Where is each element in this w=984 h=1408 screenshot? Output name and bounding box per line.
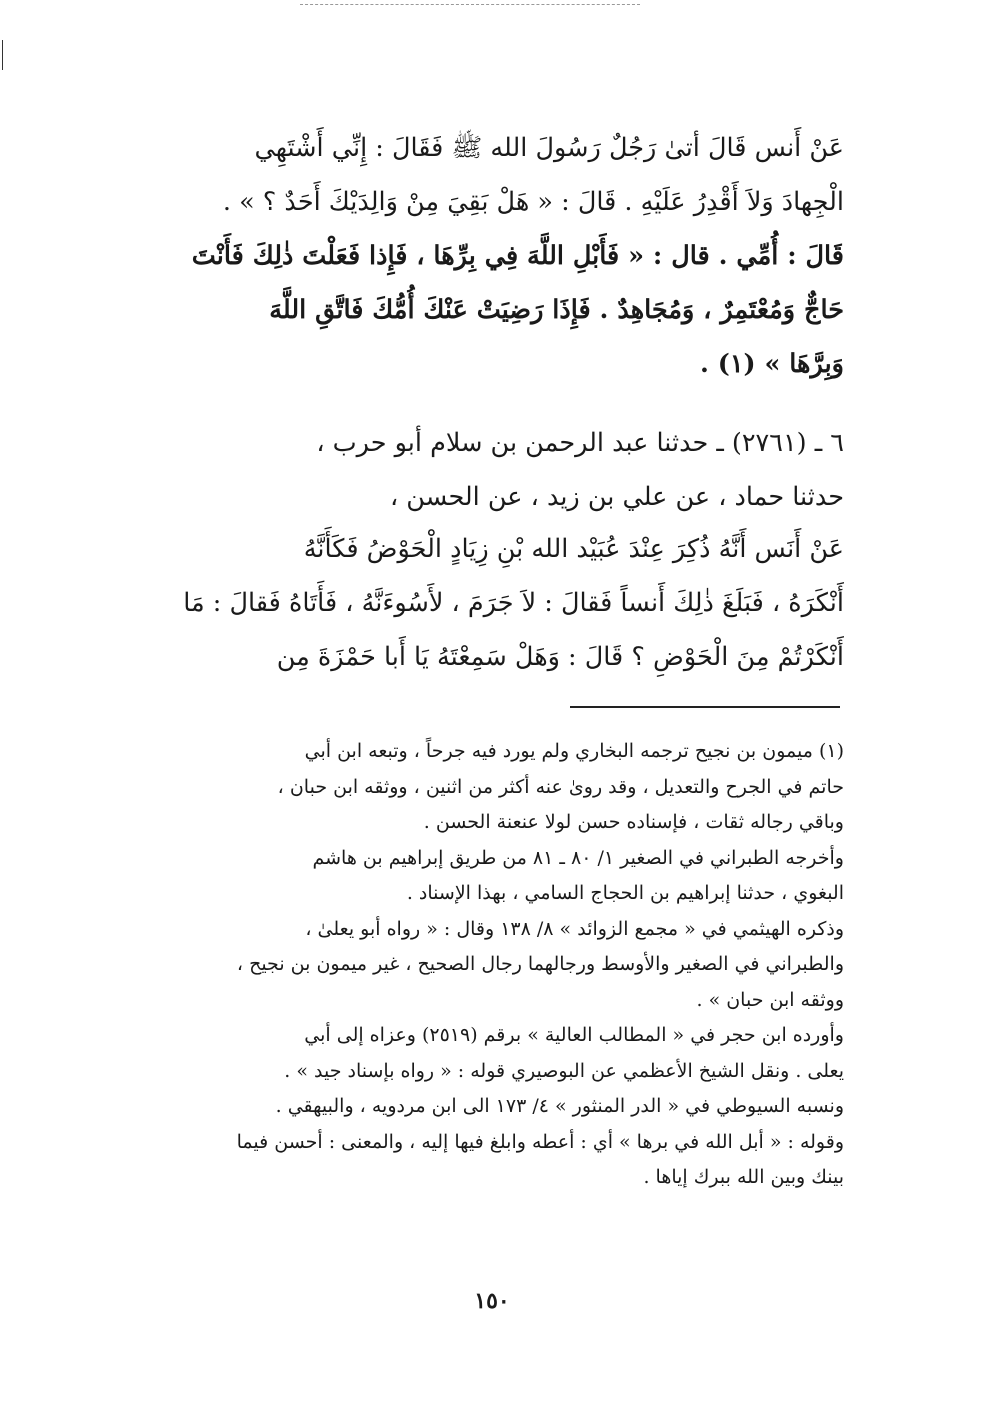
footnotes	[152, 734, 844, 1196]
page-number: ١٥٠	[474, 1288, 510, 1314]
isnad-chain-2761	[152, 416, 844, 524]
text-line: عَنْ أَنَس أَنَّهُ ذُكِرَ عِنْدَ عُبَيْد الله بْنِ زِيَادٍ الْحَوْضُ فَكَأَنَّهُ	[303, 534, 844, 564]
footnote-line: وأخرجه الطبراني في الصغير ١/ ٨٠ ـ ٨١ من طريق إبراهيم بن هاشم	[312, 846, 844, 869]
footnote-line: وأورده ابن حجر في « المطالب العالية » برقم (٢٥١٩) وعزاه إلى أبي	[304, 1024, 844, 1046]
footnote-line: وذكره الهيثمي في « مجمع الزوائد » ٨/ ١٣٨ وقال : « رواه أبو يعلىٰ ،	[305, 917, 844, 940]
hadith-paragraph-1	[152, 121, 844, 391]
text-line: أَنْكَرْتُمْ مِنَ الْحَوْضِ ؟ قَالَ : وَهَلْ سَمِعْتَهُ يَا أَبا حَمْزَةَ مِن	[276, 642, 844, 672]
footnote-line: والطبراني في الصغير والأوسط ورجالهما رجال الصحيح ، غير ميمون بن نجيح ،	[236, 953, 844, 975]
text-line: الْجِهادَ وَلاَ أَقْدِرُ عَلَيْهِ . قَالَ : « هَلْ بَقِيَ مِنْ وَالِدَيْكَ أَحَدٌ ؟ » .	[222, 187, 844, 217]
top-dashed-rule	[300, 4, 640, 5]
footnote-line: البغوي ، حدثنا إبراهيم بن الحجاج السامي ، بهذا الإسناد .	[406, 882, 844, 904]
text-line: عَنْ أَنس قَالَ أتىٰ رَجُلٌ رَسُولَ الله ﷺ فَقَالَ : إِنِّي أَشْتَهِي	[254, 133, 844, 163]
footnote-line: ووثقه ابن حبان » .	[696, 988, 844, 1011]
text-line: أَنْكَرَهُ ، فَبَلَغَ ذٰلِكَ أَنساً فَقالَ : لاَ جَرَمَ ، لأَسُوءَنَّهُ ، فَأَتَاهُ فَقالَ : مَا	[183, 588, 844, 618]
footnote-line: يعلى . ونقل الشيخ الأعظمي عن البوصيري قوله : « رواه بإسناد جيد » .	[284, 1059, 844, 1082]
footnote-line: (١) ميمون بن نجيح ترجمه البخاري ولم يورد فيه جرحاً ، وتبعه ابن أبي	[304, 740, 844, 762]
footnote-line: وباقي رجاله ثقات ، فإسناده حسن لولا عنعنة الحسن .	[423, 811, 844, 833]
footnote-line: حاتم في الجرح والتعديل ، وقد روىٰ عنه أكثر من اثنين ، ووثقه ابن حبان ،	[277, 775, 844, 798]
footnote-line: بينك وبين الله ببرك إياها .	[643, 1166, 844, 1188]
footnote-line: ونسبه السيوطي في « الدر المنثور » ٤/ ١٧٣ الى ابن مردويه ، والبيهقي .	[275, 1095, 844, 1117]
footnote-line: وقوله : « أبل الله في برها » أي : أعطه وابلغ فيها إليه ، والمعنى : أحسن فيما	[236, 1130, 844, 1153]
text-line: وَبِرَّهَا » (١) .	[700, 349, 844, 379]
text-line: حدثنا حماد ، عن علي بن زيد ، عن الحسن ،	[389, 482, 844, 512]
text-line: ٦ ـ (٢٧٦١) ـ حدثنا عبد الرحمن بن سلام أبو حرب ،	[316, 428, 844, 458]
footnote-separator	[570, 706, 840, 708]
page-edge-mark	[2, 40, 3, 70]
text-line: حَاجٌّ وَمُعْتَمِرٌ ، وَمُجَاهِدٌ . فَإِذَا رَضِيَتْ عَنْكَ أُمُّكَ فَاتَّقِ اللَّهَ	[269, 295, 844, 325]
text-line: قَالَ : أُمِّي . قال : « فَأَبْلِ اللَّهَ فِي بِرِّهَا ، فَإِذا فَعَلْتَ ذٰلِكَ فَأَنْتَ	[191, 241, 844, 271]
hadith-paragraph-2	[152, 522, 844, 684]
